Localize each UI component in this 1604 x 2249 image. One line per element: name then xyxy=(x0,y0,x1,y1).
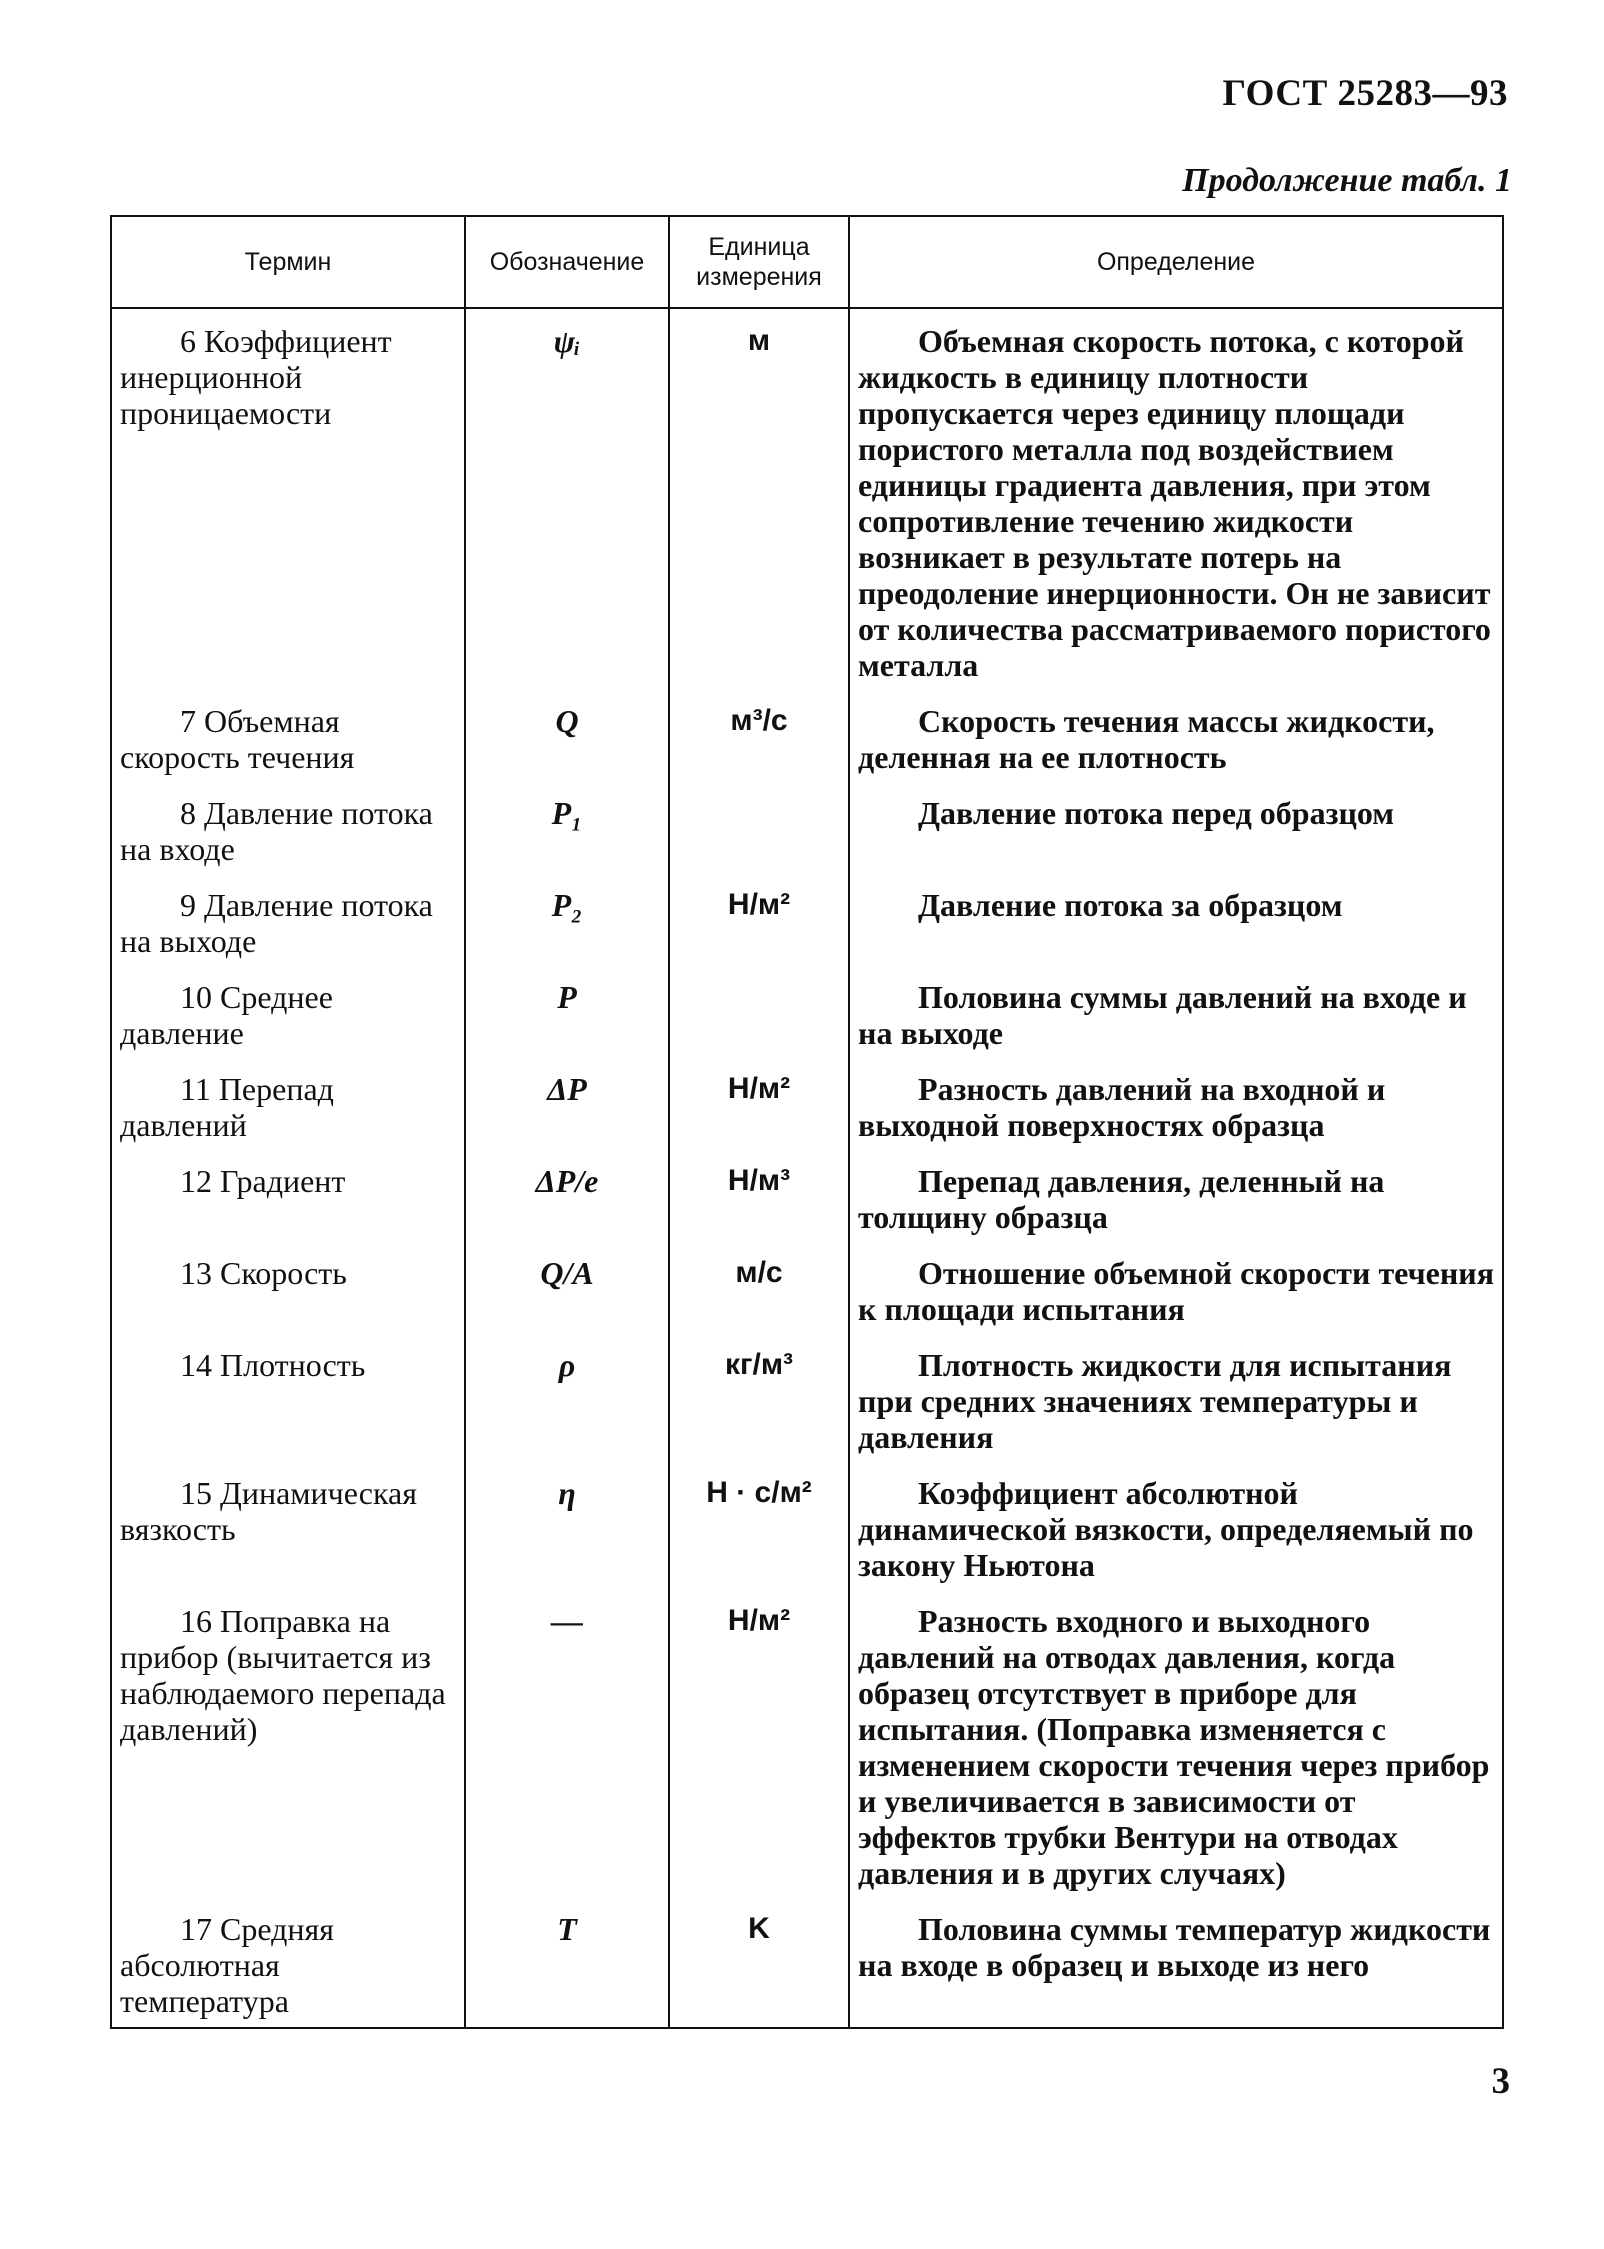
term-text: 10 Среднее давление xyxy=(120,979,333,1051)
term-text: 17 Средняя абсолютная температура xyxy=(120,1911,334,2019)
definition-text: Давление потока за образцом xyxy=(918,887,1343,923)
unit-cell: K xyxy=(669,1903,849,2028)
term-cell xyxy=(111,308,465,695)
term-cell xyxy=(111,879,465,971)
symbol-cell: ΔP/e xyxy=(465,1155,669,1247)
term-cell xyxy=(111,1247,465,1339)
definition-cell xyxy=(849,1247,1503,1339)
term-cell xyxy=(111,695,465,787)
definition-text: Разность давлений на входной и выходной поверхностях образца xyxy=(858,1071,1386,1143)
column-header-symbol: Обозначение xyxy=(465,216,669,308)
definition-cell xyxy=(849,1595,1503,1903)
unit-cell: Н/м² xyxy=(669,879,849,971)
table-row xyxy=(111,971,1503,1063)
term-text: 11 Перепад давлений xyxy=(120,1071,334,1143)
term-text: 12 Градиент xyxy=(180,1163,346,1199)
definition-text: Объемная скорость потока, с которой жидкость в единицу плотности пропускается через единицу площади пористого металла под воздействием единицы градиента давления, при этом сопротивление течению жидкости возникает в результате потерь на преодоление инерционности. Он не зависит от количества рассматриваемого пористого металла xyxy=(858,323,1491,683)
definition-cell xyxy=(849,1903,1503,2028)
term-cell xyxy=(111,1063,465,1155)
term-cell xyxy=(111,1595,465,1903)
symbol-cell: T xyxy=(465,1903,669,2028)
definition-cell xyxy=(849,971,1503,1063)
table-header-row xyxy=(111,216,1503,308)
term-text: 13 Скорость xyxy=(180,1255,347,1291)
page-number: 3 xyxy=(1491,2061,1510,2102)
definition-cell xyxy=(849,879,1503,971)
definition-text: Скорость течения массы жидкости, деленная на ее плотность xyxy=(858,703,1435,775)
definition-text: Отношение объемной скорости течения к площади испытания xyxy=(858,1255,1495,1327)
symbol-cell: ψᵢ xyxy=(465,308,669,695)
symbol-cell: P₁ xyxy=(465,787,669,879)
table-row xyxy=(111,1155,1503,1247)
symbol-cell: Q xyxy=(465,695,669,787)
table-row xyxy=(111,879,1503,971)
unit-cell: м³/с xyxy=(669,695,849,787)
definition-cell xyxy=(849,1063,1503,1155)
column-header-definition: Определение xyxy=(849,216,1503,308)
definition-text: Коэффициент абсолютной динамической вязкости, определяемый по закону Ньютона xyxy=(858,1475,1474,1583)
term-cell xyxy=(111,1155,465,1247)
table-row xyxy=(111,1063,1503,1155)
symbol-cell: Q/A xyxy=(465,1247,669,1339)
symbol-cell: ΔP xyxy=(465,1063,669,1155)
table-row xyxy=(111,695,1503,787)
term-text: 16 Поправка на прибор (вычитается из наблюдаемого перепада давлений) xyxy=(120,1603,446,1747)
definition-text: Половина суммы давлений на входе и на выходе xyxy=(858,979,1467,1051)
column-header-unit: Единица измерения xyxy=(669,216,849,308)
definition-cell xyxy=(849,787,1503,879)
definition-cell xyxy=(849,308,1503,695)
symbol-cell: ρ xyxy=(465,1339,669,1467)
definition-text: Перепад давления, деленный на толщину образца xyxy=(858,1163,1385,1235)
definition-text: Разность входного и выходного давлений на отводах давления, когда образец отсутствует в приборе для испытания. (Поправка изменяется с изменением скорости течения через прибор и увеличивается в зависимости от эффектов трубки Вентури на отводах давления и в других случаях) xyxy=(858,1603,1490,1891)
symbol-cell: P₂ xyxy=(465,879,669,971)
table-row xyxy=(111,1903,1503,2028)
table-row xyxy=(111,1247,1503,1339)
document-code: ГОСТ 25283—93 xyxy=(1222,73,1508,114)
definition-text: Давление потока перед образцом xyxy=(918,795,1395,831)
term-cell xyxy=(111,1467,465,1595)
table-body xyxy=(111,308,1503,2028)
symbol-cell: η xyxy=(465,1467,669,1595)
definition-cell xyxy=(849,695,1503,787)
symbol-cell: P xyxy=(465,971,669,1063)
term-text: 8 Давление потока на входе xyxy=(120,795,433,867)
table-row xyxy=(111,1595,1503,1903)
unit-cell: Н/м² xyxy=(669,1063,849,1155)
definition-cell xyxy=(849,1155,1503,1247)
unit-cell xyxy=(669,787,849,879)
symbol-cell: — xyxy=(465,1595,669,1903)
unit-cell: Н/м³ xyxy=(669,1155,849,1247)
term-cell xyxy=(111,971,465,1063)
unit-cell: м xyxy=(669,308,849,695)
unit-cell: кг/м³ xyxy=(669,1339,849,1467)
definition-text: Половина суммы температур жидкости на входе в образец и выходе из него xyxy=(858,1911,1491,1983)
definition-text: Плотность жидкости для испытания при средних значениях температуры и давления xyxy=(858,1347,1452,1455)
terms-table xyxy=(110,215,1504,2029)
table-row xyxy=(111,1467,1503,1595)
unit-cell: Н/м² xyxy=(669,1595,849,1903)
table-row xyxy=(111,308,1503,695)
definition-cell xyxy=(849,1467,1503,1595)
unit-cell xyxy=(669,971,849,1063)
table-row xyxy=(111,787,1503,879)
table-row xyxy=(111,1339,1503,1467)
column-header-term: Термин xyxy=(111,216,465,308)
term-text: 15 Динамическая вязкость xyxy=(120,1475,417,1547)
unit-cell: Н · с/м² xyxy=(669,1467,849,1595)
term-text: 6 Коэффициент инерционной проницаемости xyxy=(120,323,392,431)
term-cell xyxy=(111,1339,465,1467)
term-cell xyxy=(111,1903,465,2028)
term-text: 9 Давление потока на выходе xyxy=(120,887,433,959)
unit-cell: м/с xyxy=(669,1247,849,1339)
definition-cell xyxy=(849,1339,1503,1467)
term-text: 14 Плотность xyxy=(180,1347,366,1383)
term-text: 7 Объемная скорость течения xyxy=(120,703,355,775)
term-cell xyxy=(111,787,465,879)
table-continuation-label: Продолжение табл. 1 xyxy=(1182,162,1512,199)
